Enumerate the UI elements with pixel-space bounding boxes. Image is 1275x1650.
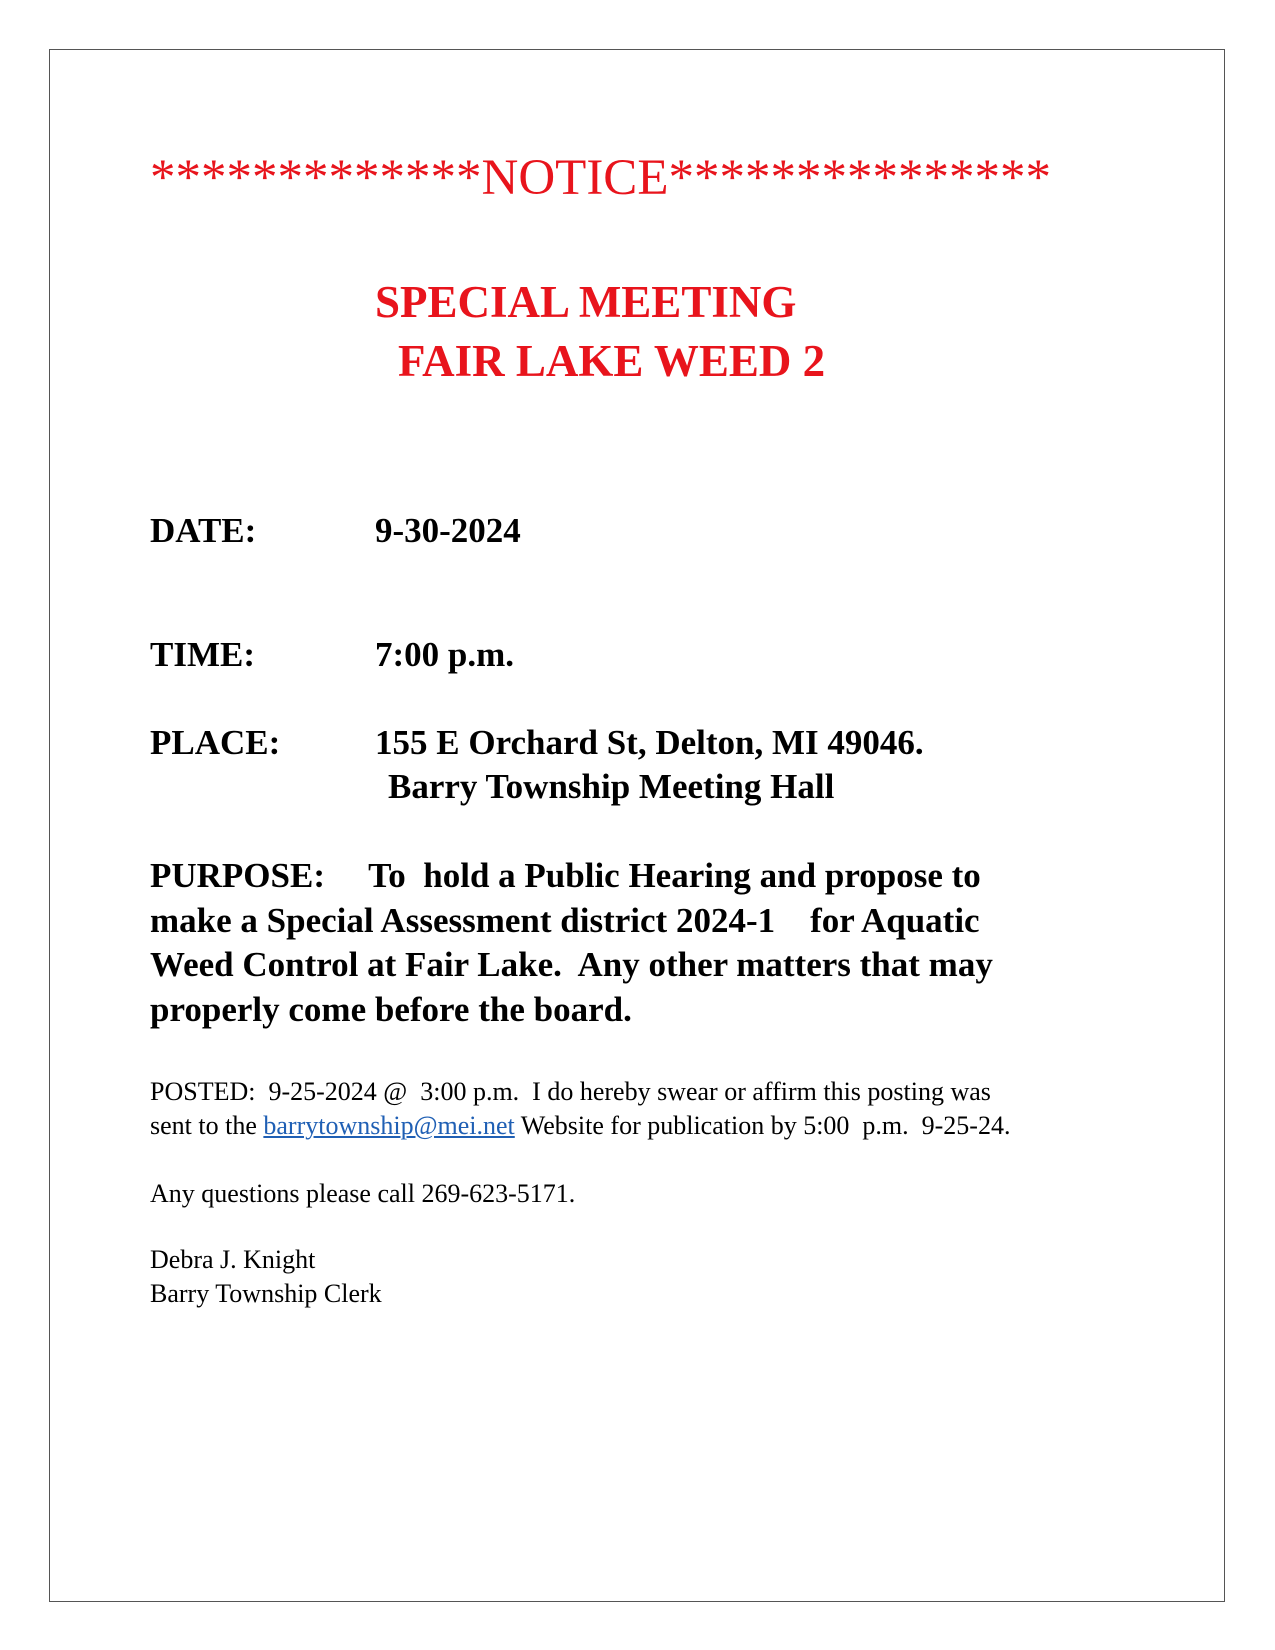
purpose-line-2: make a Special Assessment district 2024-1 for Aquatic <box>150 900 980 940</box>
posted-line-2-suffix: Website for publication by 5:00 p.m. 9-25-24. <box>514 1111 1011 1140</box>
purpose-label: PURPOSE: <box>150 856 325 895</box>
purpose-line-4: properly come before the board. <box>150 989 632 1029</box>
questions-line: Any questions please call 269-623-5171. <box>150 1179 576 1208</box>
notice-banner: *************NOTICE*************** <box>150 150 1051 206</box>
place-address: 155 E Orchard St, Delton, MI 49046. <box>375 723 924 762</box>
posted-line-2 <box>150 1109 1010 1143</box>
signer-name: Debra J. Knight <box>150 1245 316 1274</box>
time-value: 7:00 p.m. <box>375 635 515 674</box>
posted-line-2-prefix: sent to the <box>150 1111 264 1140</box>
date-label: DATE: <box>150 511 257 550</box>
place-label: PLACE: <box>150 723 281 762</box>
date-value: 9-30-2024 <box>375 511 521 550</box>
purpose-section <box>150 854 1080 1032</box>
purpose-line-1: To hold a Public Hearing and propose to <box>325 856 981 895</box>
posted-line-1: POSTED: 9-25-2024 @ 3:00 p.m. I do hereby swear or affirm this posting was <box>150 1077 991 1106</box>
meeting-subtitle: FAIR LAKE WEED 2 <box>398 336 826 386</box>
email-link[interactable]: barrytownship@mei.net <box>263 1111 515 1140</box>
meeting-title: SPECIAL MEETING <box>375 277 797 327</box>
signer-title: Barry Township Clerk <box>150 1279 382 1308</box>
place-venue: Barry Township Meeting Hall <box>388 767 835 806</box>
purpose-line-3: Weed Control at Fair Lake. Any other matters that may <box>150 945 993 984</box>
time-label: TIME: <box>150 635 255 674</box>
